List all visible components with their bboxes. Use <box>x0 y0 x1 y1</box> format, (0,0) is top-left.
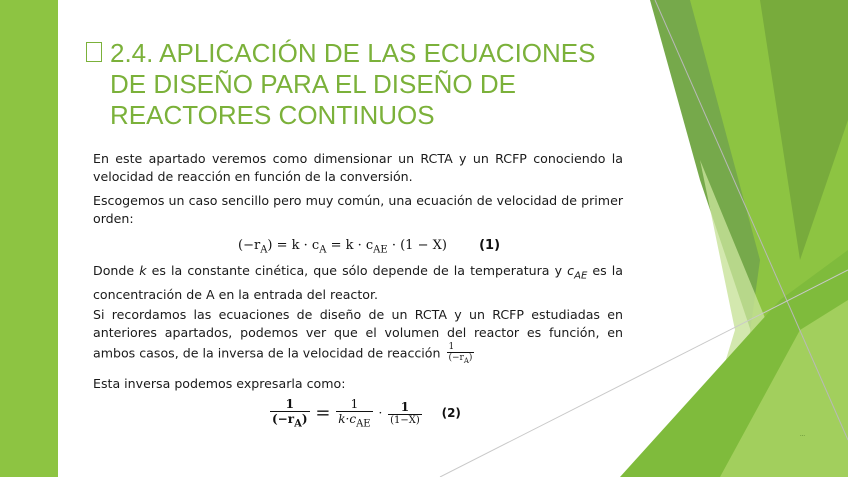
equation-1-label: (1) <box>479 238 501 253</box>
p1-line-2: velocidad de reacción en función de la conversión. <box>93 169 413 184</box>
title-line-2: DE DISEÑO PARA EL DISEÑO DE <box>110 69 516 99</box>
paragraph-1 <box>93 150 623 186</box>
title-line-3: REACTORES CONTINUOS <box>110 100 435 130</box>
corner-note: … <box>800 432 805 438</box>
p2-line-1: Escogemos un caso sencillo pero muy común, una ecuación de velocidad de primer <box>93 193 623 208</box>
p4-line-3: ambos casos, de la inversa de la velocidad de reacción $\frac{1}{(-r_A)}$ <box>93 342 473 365</box>
eq2-fraction-3: $\frac{1}{(1-X)}$ <box>390 400 420 427</box>
equation-1: $(-r_A) = k \cdot c_A = k \cdot c_{AE} \cdot (1 - X)$ (1) <box>238 238 501 256</box>
p5-line-1: Esta inversa podemos expresarla como: <box>93 376 346 391</box>
paragraph-5 <box>93 375 623 393</box>
equation-2: $\frac{1}{(-r_A)}$ = $\frac{1}{k\cdot c_{AE}}$ · $\frac{1}{(1-X)}$ (2) <box>272 397 461 430</box>
p4-line-2: anteriores apartados, podemos ver que el volumen del reactor es función, en <box>93 325 623 340</box>
eq2-fraction-2: $\frac{1}{k\cdot c_{AE}}$ <box>338 397 371 430</box>
p4-line-1: Si recordamos las ecuaciones de diseño de un RCTA y un RCFP estudiadas en <box>93 307 623 322</box>
paragraph-4 <box>93 306 623 366</box>
eq2-fraction-1: $\frac{1}{(-r_A)}$ <box>272 397 308 430</box>
p1-line-1: En este apartado veremos como dimensionar un RCTA y un RCFP conociendo la <box>93 151 623 166</box>
p3-line-2: concentración de A en la entrada del reactor. <box>93 286 379 302</box>
equation-2-label: (2) <box>441 406 461 421</box>
paragraph-3 <box>93 262 623 304</box>
bullet-icon <box>86 42 102 62</box>
paragraph-2 <box>93 192 623 228</box>
title-line-1: 2.4. APLICACIÓN DE LAS ECUACIONES <box>110 38 596 68</box>
p2-line-2: orden: <box>93 211 134 226</box>
p3-line-1: Donde k es la constante cinética, que sólo depende de la temperatura y $c_{AE}$ es la <box>93 263 623 282</box>
inline-fraction: $\frac{1}{(-r_A)}$ <box>448 342 473 365</box>
